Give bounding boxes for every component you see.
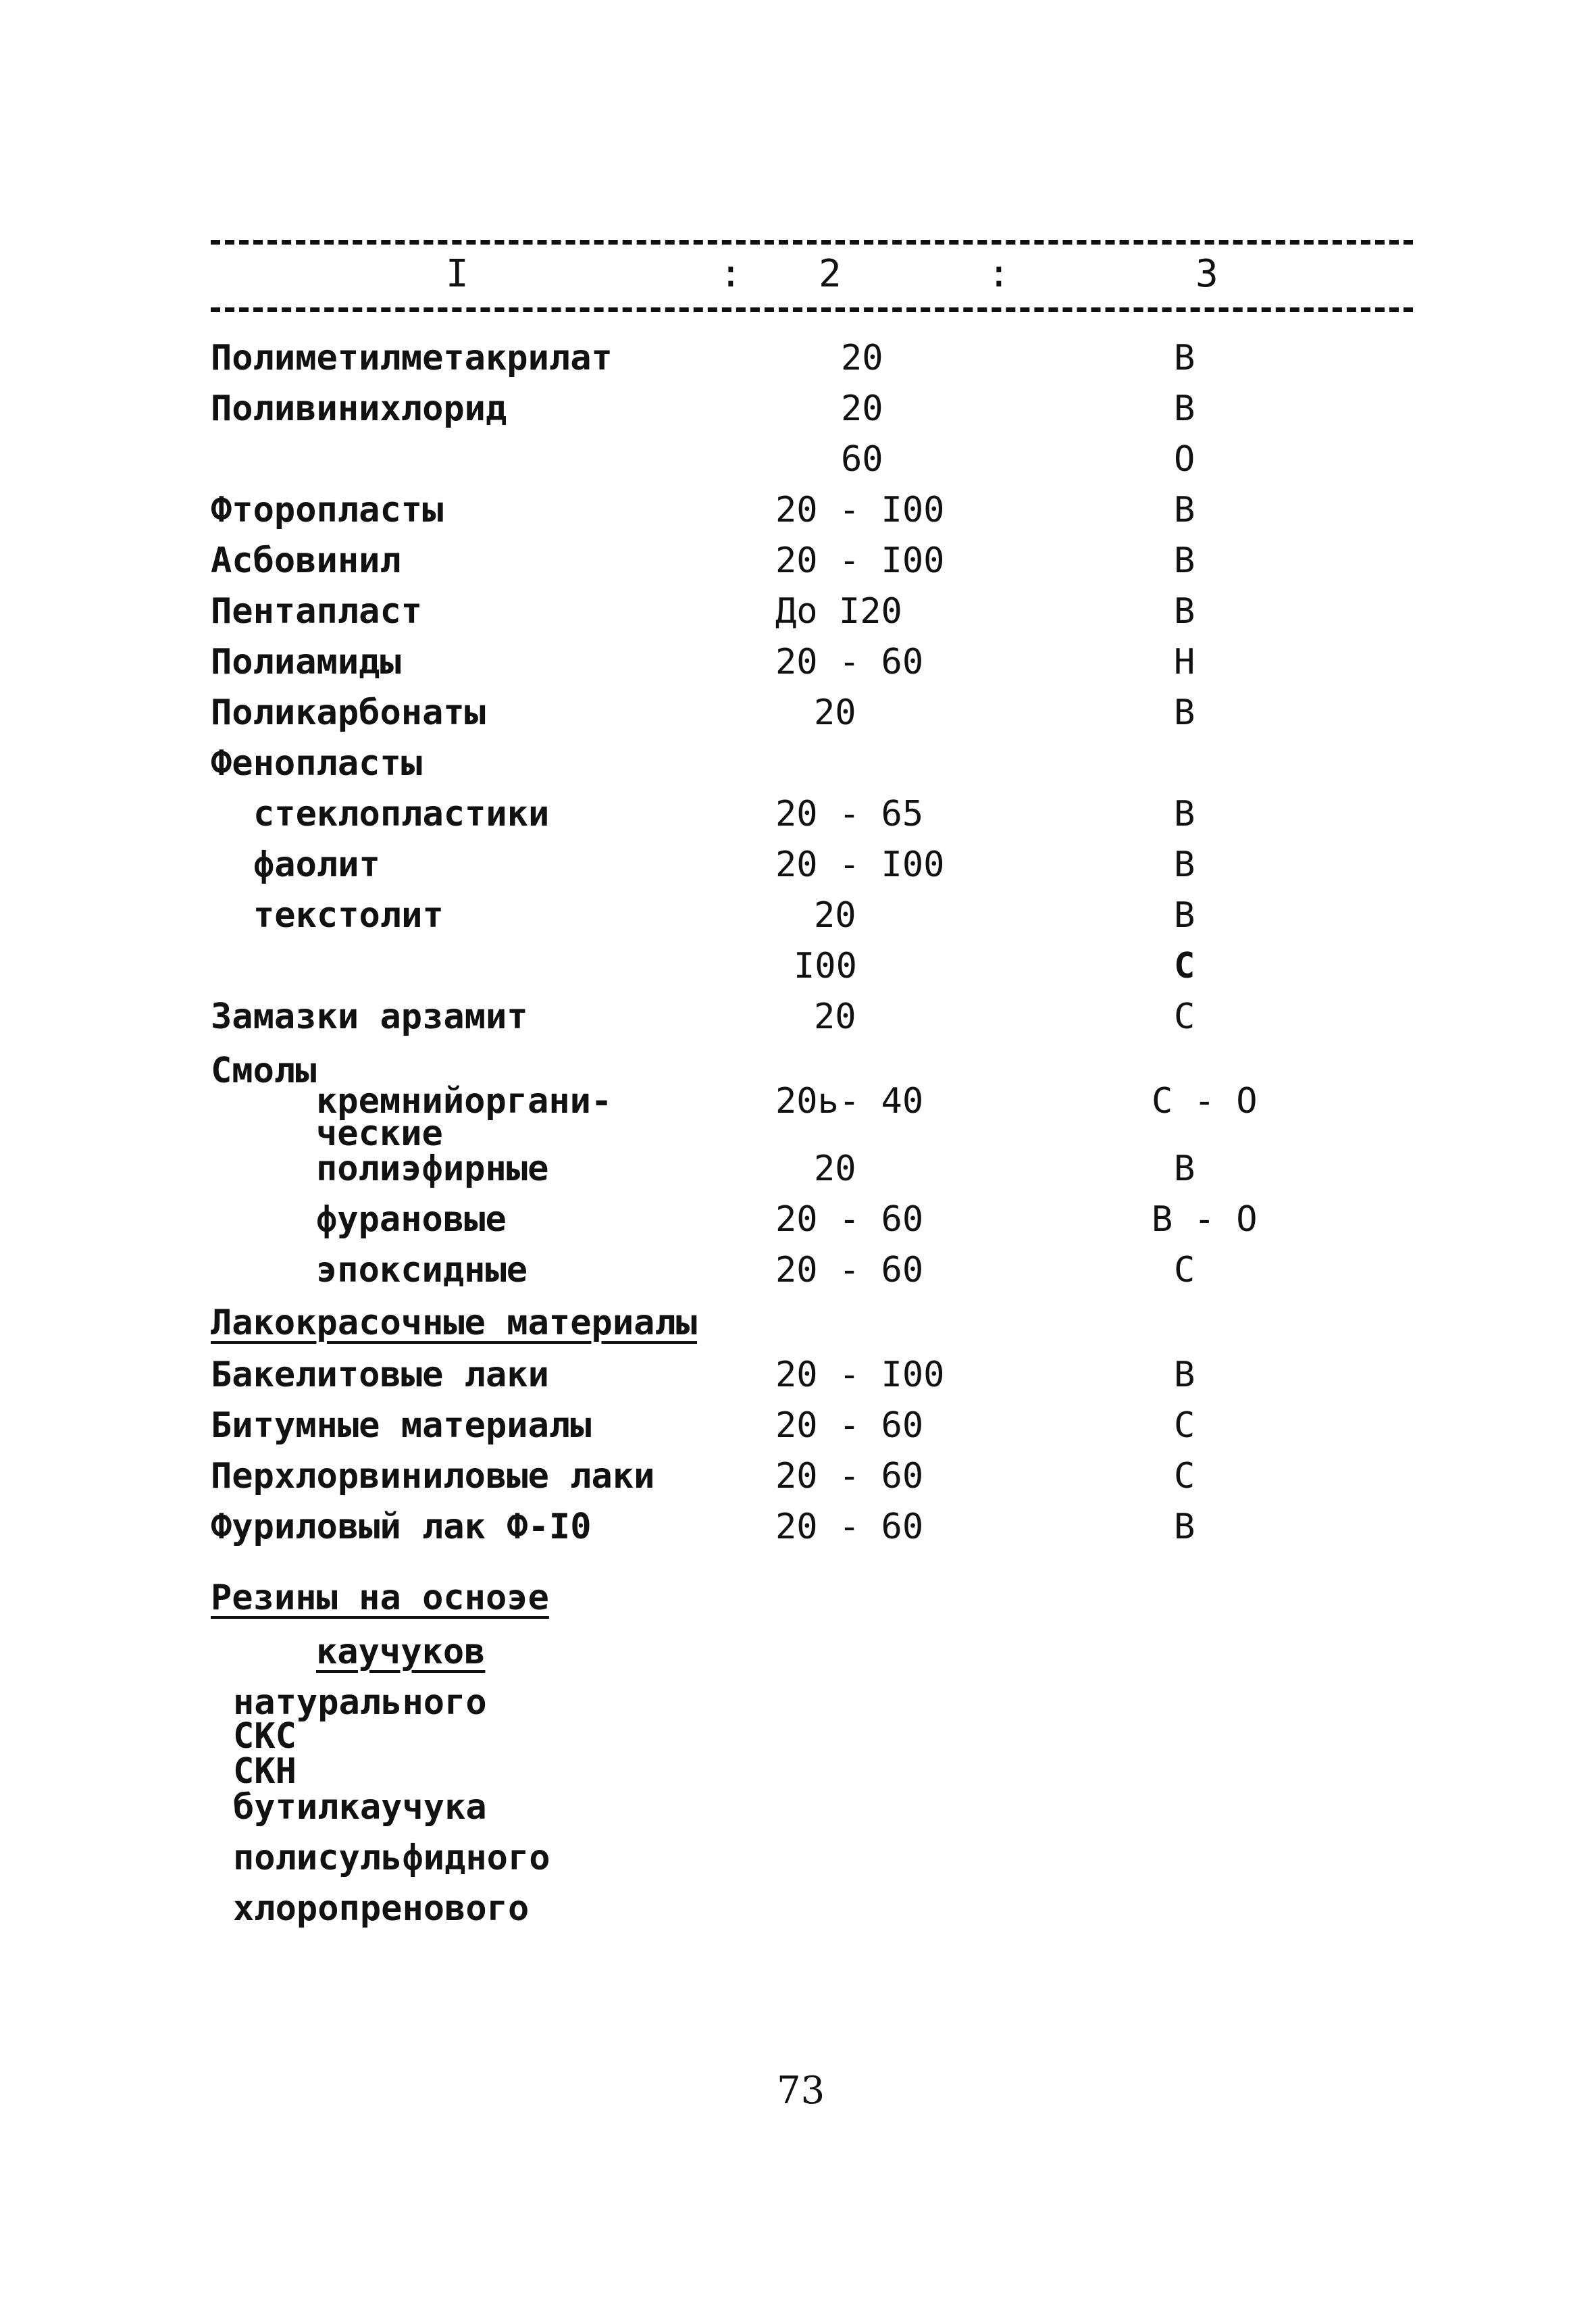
table-row [0,693,1596,744]
resistance-value: В [1174,338,1195,378]
rubber-type: хлоропренового [233,1888,530,1929]
resistance-value: В [1174,1149,1195,1189]
section-heading: Лакокрасочные материалы [211,1303,698,1343]
page-number: 73 [777,2069,825,2113]
resistance-value: С [1174,1405,1195,1446]
resistance-value: В [1174,693,1195,733]
resistance-value: С - О [1152,1081,1258,1122]
table-row [0,895,1596,947]
resistance-value: В - О [1152,1199,1258,1240]
resistance-value: С [1174,997,1195,1037]
material-name: Фуриловый лак Ф-I0 [211,1507,592,1547]
material-name: фурановые [316,1199,507,1240]
list-item [0,1888,1596,1940]
resistance-value: В [1174,388,1195,429]
resistance-value: В [1174,1355,1195,1395]
rubber-type: бутилкаучука [233,1787,487,1828]
material-name: стеклопластики [253,794,550,834]
table-row [0,642,1596,693]
header-top-rule [211,240,1413,245]
table-row [0,591,1596,643]
rubber-section-title-row [0,1578,1596,1629]
material-group-name: Фенопласты [211,743,423,784]
temperature-value: 20 [841,338,883,378]
resistance-value: В [1174,591,1195,632]
temperature-value: 20 - I00 [775,845,945,885]
material-name: полиэфирные [316,1149,549,1189]
table-row [0,1355,1596,1406]
resistance-value: В [1174,1507,1195,1547]
temperature-value: 20 [814,895,856,936]
temperature-value: 20 [814,997,856,1037]
material-name: Фторопласты [211,490,444,530]
material-name: кремнийоргани- [316,1081,613,1122]
resistance-value: С [1174,1456,1195,1496]
table-row [0,946,1596,997]
material-name: Битумные материалы [211,1405,592,1446]
temperature-value: 20 - 60 [775,1405,924,1446]
table-row [0,794,1596,845]
header-col-3: 3 [1195,252,1218,296]
table-row [0,338,1596,389]
temperature-value: 20 - 65 [775,794,924,834]
table-row [0,845,1596,896]
table-row [0,997,1596,1048]
table-row [0,388,1596,440]
header-separator-1: : [719,252,742,296]
list-item [0,1838,1596,1889]
temperature-value: 20 - 60 [775,1456,924,1496]
rubber-type: СКС [233,1716,297,1757]
temperature-value: 20 - 60 [775,642,924,682]
material-name: Полиметилметакрилат [211,338,613,378]
rubber-section-subtitle: каучуков [316,1632,486,1672]
rubber-section-title: Резины на осноэе [211,1578,549,1618]
material-name: фаолит [253,845,380,885]
resistance-value: В [1174,895,1195,936]
resistance-value: В [1174,845,1195,885]
table-row [0,1507,1596,1558]
temperature-value: 20 - 60 [775,1507,924,1547]
material-name: Бакелитовые лаки [211,1355,549,1395]
temperature-value: 20 [814,1149,856,1189]
table-row [0,1456,1596,1507]
header-col-1: I [446,252,469,296]
temperature-value: 20ь- 40 [775,1081,924,1122]
temperature-value: До I20 [775,591,902,632]
material-name: Асбовинил [211,540,401,581]
material-name: текстолит [253,895,444,936]
table-row [0,1405,1596,1457]
temperature-value: 20 - I00 [775,1355,945,1395]
temperature-value: 20 [814,693,856,733]
table-row [0,490,1596,541]
resistance-value: В [1174,794,1195,834]
material-name: Поливинихлорид [211,388,507,429]
table-row [0,1199,1596,1251]
table-row [0,1250,1596,1301]
header-separator-2: : [987,252,1010,296]
resistance-value: Н [1174,642,1195,682]
resistance-value: В [1174,540,1195,581]
resistance-value: О [1174,439,1195,480]
table-row [0,540,1596,592]
rubber-type: СКН [233,1751,297,1792]
header-bottom-rule [211,307,1413,312]
temperature-value: 60 [841,439,883,480]
table-row [0,1303,1596,1354]
rubber-section-subtitle-row [0,1632,1596,1683]
table-row [0,743,1596,795]
resistance-value: С [1174,946,1195,986]
material-name: Полиамиды [211,642,401,682]
temperature-value: 20 - I00 [775,540,945,581]
material-name: эпоксидные [316,1250,528,1290]
temperature-value: 20 - 60 [775,1199,924,1240]
header-col-2: 2 [819,252,842,296]
material-name: Замазки арзамит [211,997,528,1037]
table-row [0,439,1596,491]
material-name: Перхлорвиниловые лаки [211,1456,655,1496]
temperature-value: 20 - I00 [775,490,945,530]
material-name: Пентапласт [211,591,423,632]
temperature-value: 20 [841,388,883,429]
resistance-value: В [1174,490,1195,530]
rubber-type: натурального [233,1682,487,1723]
rubber-type: полисульфидного [233,1838,550,1878]
material-name: Поликарбонаты [211,693,486,733]
material-name-continuation: ческие [316,1113,443,1154]
temperature-value: 20 - 60 [775,1250,924,1290]
table-row [0,1149,1596,1200]
list-item [0,1787,1596,1838]
material-group-name: Смолы [211,1051,317,1091]
resistance-value: С [1174,1250,1195,1290]
temperature-value: I00 [794,946,857,986]
